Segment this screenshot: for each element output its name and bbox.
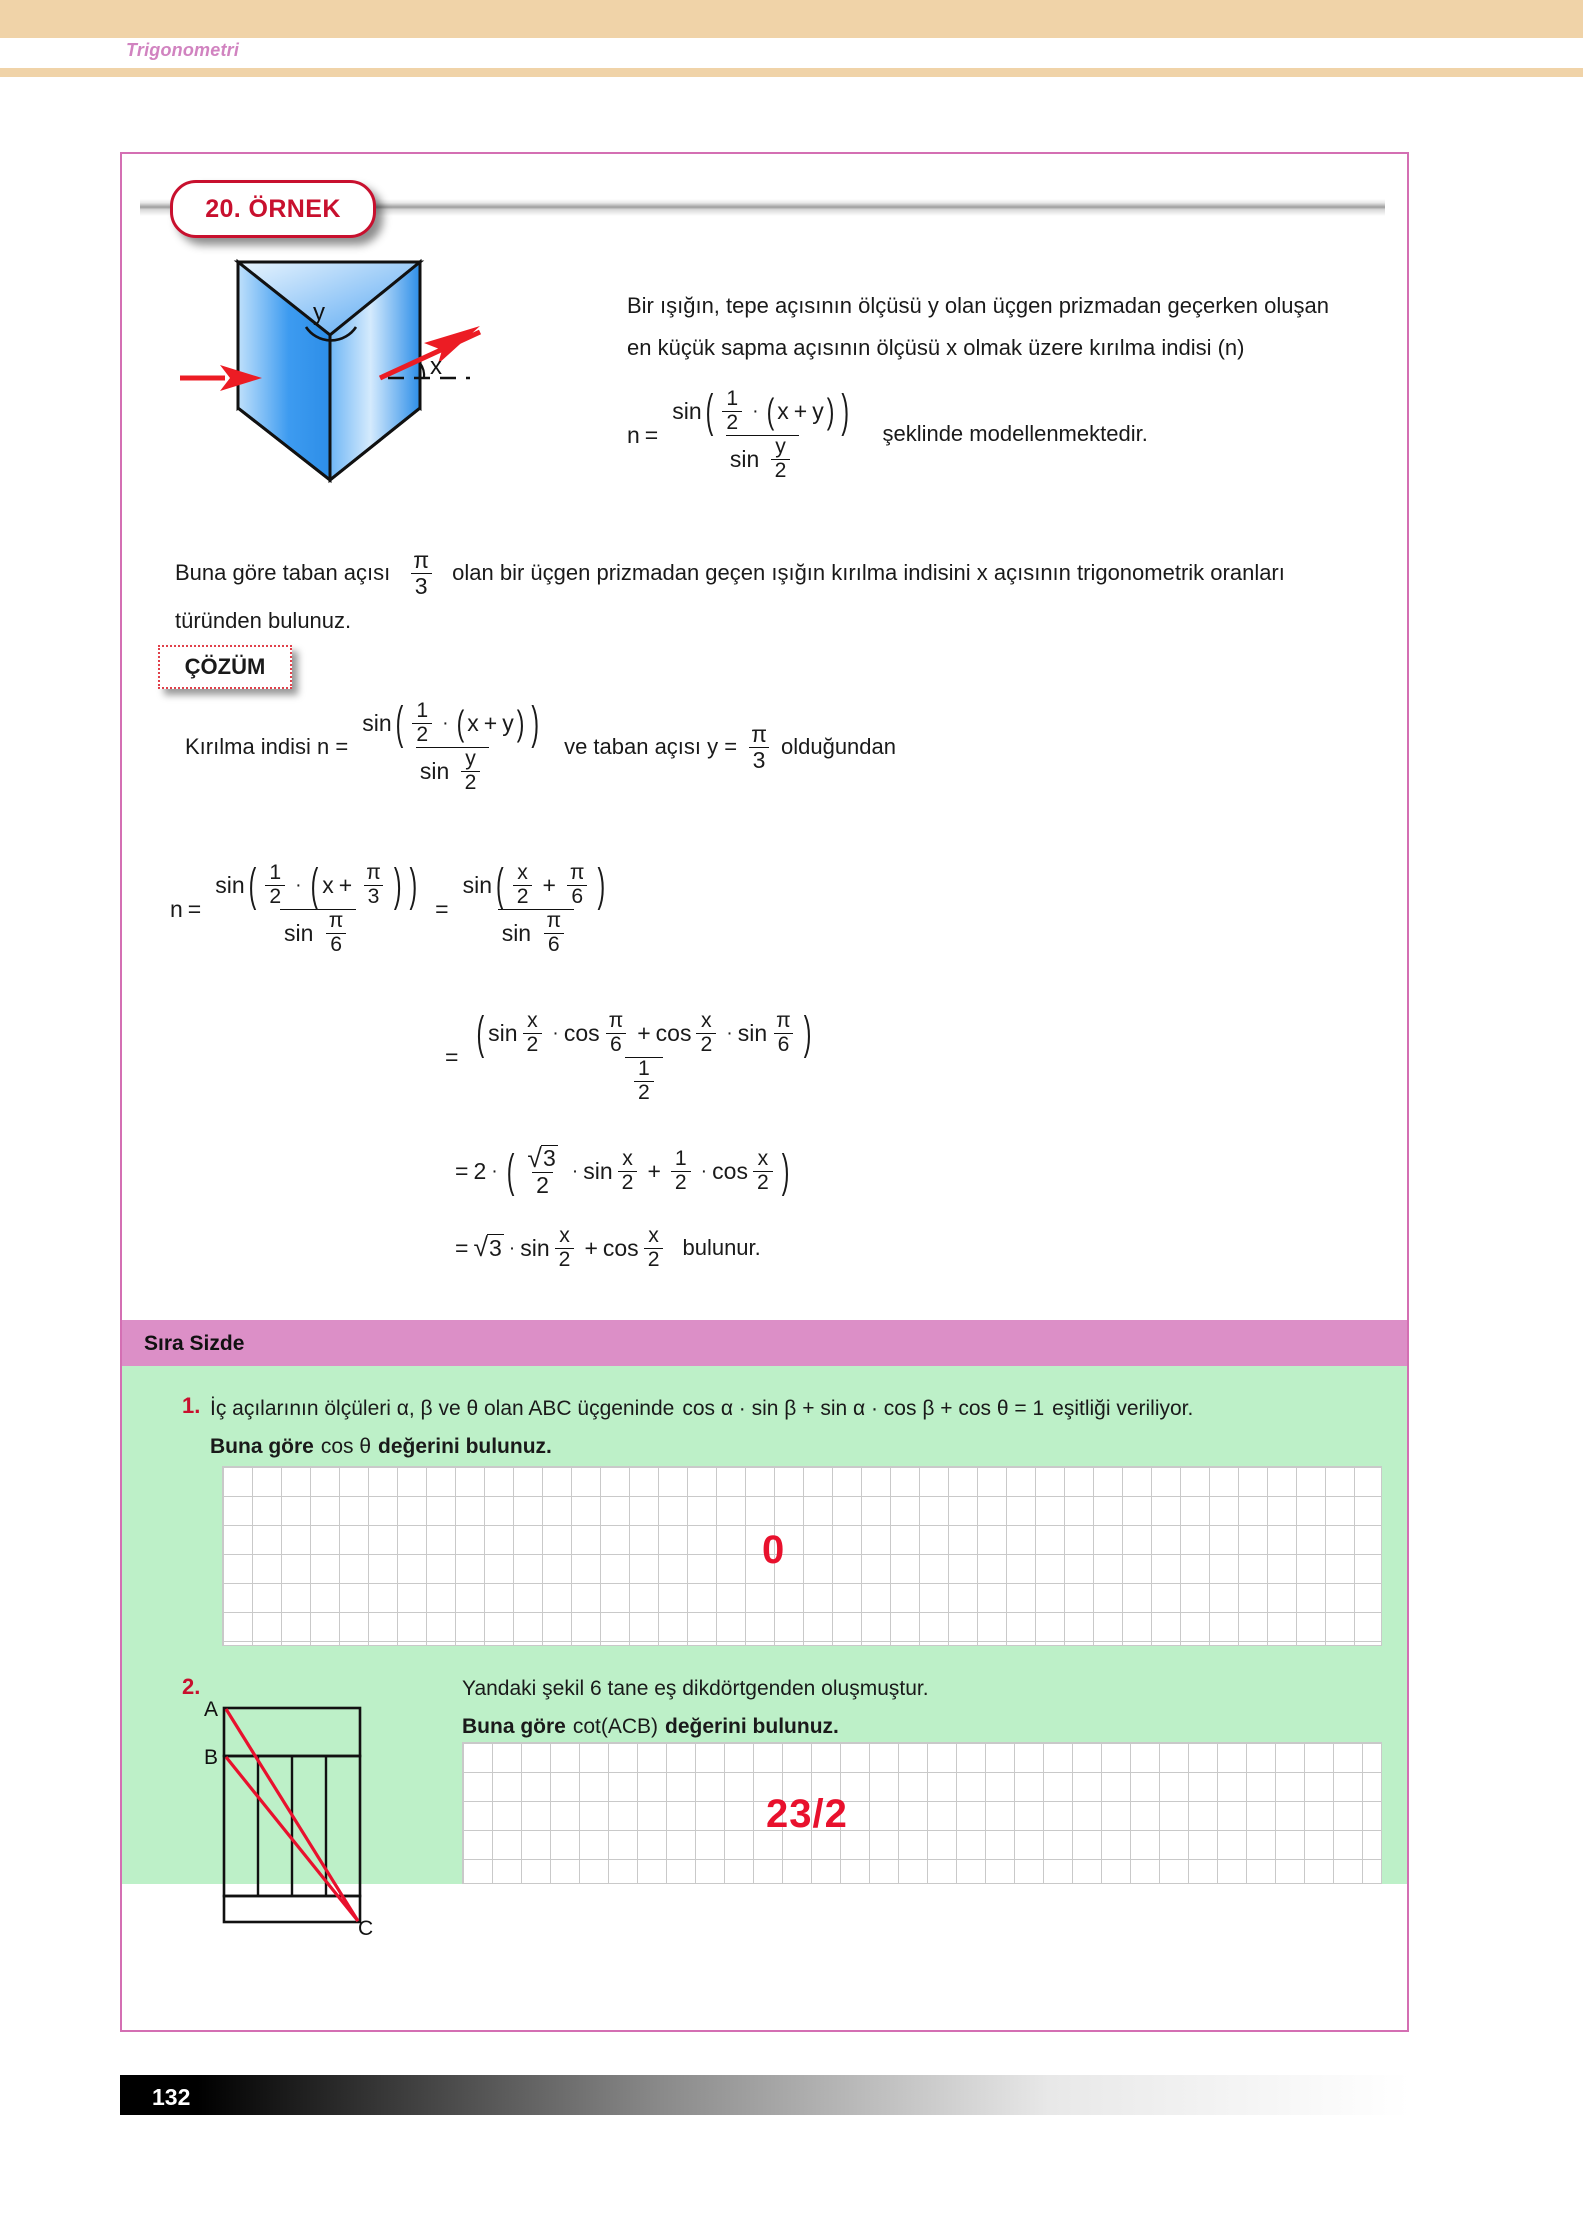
q2-cot-expr: cot(ACB) <box>572 1715 659 1738</box>
formula-n: n <box>627 421 640 448</box>
answer-grid-2[interactable] <box>462 1742 1382 1884</box>
q1-line1c: eşitliği veriliyor. <box>1052 1397 1194 1420</box>
q1-line1a: İç açılarının ölçüleri α, β ve θ olan ABC üçgeninde <box>210 1397 675 1420</box>
problem-statement <box>627 285 1397 369</box>
rectangles-figure <box>200 1690 385 1935</box>
header-bottom-rule <box>0 68 1583 77</box>
model-formula: n = sin ( $\frac{1}{2}$ · ( x + y ) ) sin $\frac{y}{2}$ şeklinde modellenmektedir. <box>627 384 1148 482</box>
problem-followup: Buna göre taban açısı $\frac{\pi}{3}$ olan bir üçgen prizmadan geçen ışığın kırılma indisini x açısının trigonometrik oranları türünden bulunuz. <box>175 548 1385 643</box>
example-badge: 20. ÖRNEK <box>170 180 376 238</box>
vertex-label-c: C <box>358 1917 374 1935</box>
question-2-number: 2. <box>182 1674 201 1699</box>
footer-bar <box>120 2075 1410 2115</box>
vertex-label-b: B <box>204 1746 219 1769</box>
page-number: 132 <box>152 2084 191 2110</box>
triangular-prism-figure <box>180 250 500 530</box>
answer-value-2: 23/2 <box>766 1792 848 1836</box>
q1-equation: cos α · sin β + sin α · cos β + cos θ = 1 <box>682 1397 1045 1420</box>
q2-line1: Yandaki şekil 6 tane eş dikdörtgenden oluşmuştur. <box>462 1677 929 1700</box>
answer-value-1: 0 <box>762 1528 786 1572</box>
prism-angle-y-label: y <box>313 299 325 326</box>
question-2-text <box>462 1670 1102 1746</box>
followup-1b: olan bir üçgen prizmadan geçen ışığın kırılma indisini x açısının trigonometrik oranları <box>452 560 1285 586</box>
solution-step-final: = √ 3 · sin $\frac{x}{2}$ + cos $\frac{x}{2}$ bulunur. <box>455 1224 761 1271</box>
vertex-label-a: A <box>204 1698 219 1721</box>
solution-middle: ve taban açısı y = <box>564 734 738 760</box>
q1-cos-theta: cos θ <box>320 1435 372 1458</box>
solution-badge: ÇÖZÜM <box>158 645 292 689</box>
sira-sizde-title: Sıra Sizde <box>144 1332 245 1355</box>
problem-line-1: Bir ışığın, tepe açısının ölçüsü y olan üçgen prizmadan geçerken oluşan <box>627 293 1329 318</box>
question-1-number: 1. <box>182 1393 201 1418</box>
sin-token: sin <box>672 397 702 424</box>
formula-tail-text: şeklinde modellenmektedir. <box>882 421 1148 447</box>
followup-1a: Buna göre taban açısı <box>175 560 391 586</box>
question-1-text <box>210 1390 1390 1466</box>
answer-grid-1[interactable] <box>222 1466 1382 1646</box>
page-subject-title: Trigonometri <box>126 40 240 60</box>
final-word: bulunur. <box>682 1235 761 1261</box>
prism-angle-x-label: x <box>430 353 442 380</box>
header-top-band <box>0 0 1583 38</box>
sira-sizde-header <box>122 1320 1407 1366</box>
solution-step-2: n = sin ( $\frac{1}{2}$ · ( x + $\frac{\pi}{3}$ ) ) sin $\frac{\pi}{6}$ = sin ( $\frac{x}{2}$ + $\frac{\pi}{6}$ ) sin $\frac{\pi}{6}$ <box>170 858 606 956</box>
solution-prefix: Kırılma indisi n = <box>185 734 349 760</box>
q2-line2c: değerini bulunuz. <box>665 1715 839 1738</box>
solution-step-4: = 2 · ( √ 3 2 · sin $\frac{x}{2}$ + $\frac{1}{2}$ · cos $\frac{x}{2}$ ) <box>455 1143 790 1198</box>
solution-suffix: olduğundan <box>780 734 896 760</box>
solution-step-3: = ( sin $\frac{x}{2}$ · cos $\frac{\pi}{6}$ + cos $\frac{x}{2}$ · sin $\frac{\pi}{6}$ ) $\frac{1}{2}$ <box>445 1006 812 1104</box>
q1-line2c: değerini bulunuz. <box>378 1435 552 1458</box>
solution-line-1: Kırılma indisi n = sin ( $\frac{1}{2}$ · ( x + y ) ) sin $\frac{y}{2}$ ve taban açısı y = $\frac{\pi}{3}$ olduğundan <box>185 696 896 794</box>
followup-2: türünden bulunuz. <box>175 607 352 633</box>
q1-line2a: Buna göre <box>210 1435 314 1458</box>
problem-line-2: en küçük sapma açısının ölçüsü x olmak üzere kırılma indisi (n) <box>627 335 1245 360</box>
q2-line2a: Buna göre <box>462 1715 566 1738</box>
